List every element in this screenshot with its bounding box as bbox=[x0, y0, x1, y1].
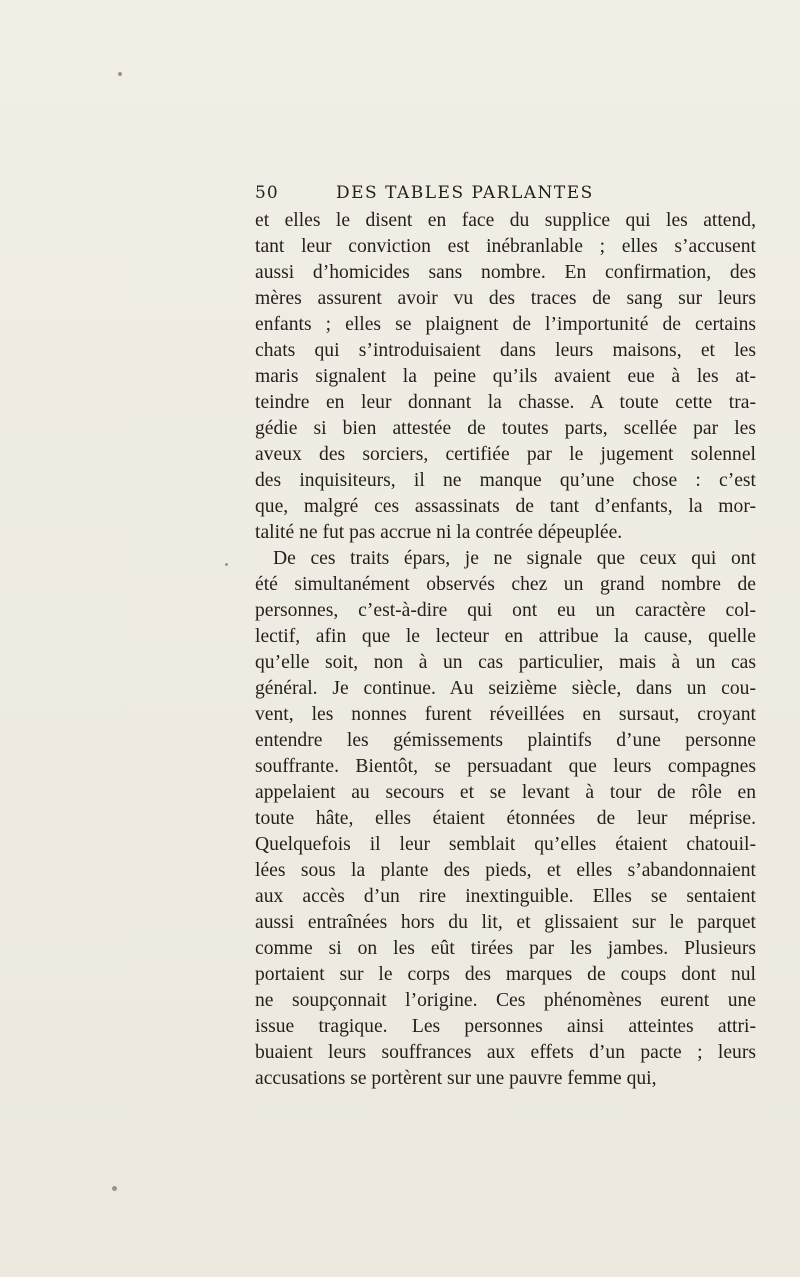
text-line: vent, les nonnes furent réveillées en sursaut, croyant bbox=[255, 704, 756, 725]
paper-speck bbox=[225, 563, 228, 566]
text-line: des inquisiteurs, il ne manque qu’une chose : c’est bbox=[255, 470, 756, 491]
text-line: maris signalent la peine qu’ils avaient eue à les at- bbox=[255, 366, 756, 387]
text-line: comme si on les eût tirées par les jambes. Plusieurs bbox=[255, 938, 756, 959]
page-number: 50 bbox=[255, 183, 279, 203]
text-line: ne soupçonnait l’origine. Ces phénomènes eurent une bbox=[255, 990, 756, 1011]
text-line: tant leur conviction est inébranlable ; elles s’accusent bbox=[255, 236, 756, 257]
body-text bbox=[255, 206, 756, 1089]
text-line: toute hâte, elles étaient étonnées de leur méprise. bbox=[255, 808, 756, 829]
text-line: aussi d’homicides sans nombre. En confirmation, des bbox=[255, 262, 756, 283]
text-line: aveux des sorciers, certifiée par le jugement solennel bbox=[255, 444, 756, 465]
text-line: que, malgré ces assassinats de tant d’enfants, la mor- bbox=[255, 496, 756, 517]
text-line: talité ne fut pas accrue ni la contrée dépeuplée. bbox=[255, 522, 623, 543]
text-line: gédie si bien attestée de toutes parts, scellée par les bbox=[255, 418, 756, 439]
text-line: été simultanément observés chez un grand nombre de bbox=[255, 574, 756, 595]
paper-speck bbox=[118, 72, 122, 76]
text-line: entendre les gémissements plaintifs d’une personne bbox=[255, 730, 756, 751]
text-line: lées sous la plante des pieds, et elles s’abandonnaient bbox=[255, 860, 756, 881]
running-title: DES TABLES PARLANTES bbox=[336, 183, 594, 203]
paper-speck bbox=[112, 1186, 117, 1191]
text-line: général. Je continue. Au seizième siècle, dans un cou- bbox=[255, 678, 756, 699]
text-line: issue tragique. Les personnes ainsi atteintes attri- bbox=[255, 1016, 756, 1037]
text-line: qu’elle soit, non à un cas particulier, mais à un cas bbox=[255, 652, 756, 673]
text-line: accusations se portèrent sur une pauvre femme qui, bbox=[255, 1068, 657, 1089]
text-line: appelaient au secours et se levant à tour de rôle en bbox=[255, 782, 756, 803]
text-line: portaient sur le corps des marques de coups dont nul bbox=[255, 964, 756, 985]
text-line: buaient leurs souffrances aux effets d’un pacte ; leurs bbox=[255, 1042, 756, 1063]
text-line: souffrante. Bientôt, se persuadant que leurs compagnes bbox=[255, 756, 756, 777]
text-line: personnes, c’est-à-dire qui ont eu un caractère col- bbox=[255, 600, 756, 621]
text-line: aussi entraînées hors du lit, et glissaient sur le parquet bbox=[255, 912, 756, 933]
text-line: mères assurent avoir vu des traces de sang sur leurs bbox=[255, 288, 756, 309]
text-line: Quelquefois il leur semblait qu’elles étaient chatouil- bbox=[255, 834, 756, 855]
text-line: lectif, afin que le lecteur en attribue la cause, quelle bbox=[255, 626, 756, 647]
text-line: teindre en leur donnant la chasse. A toute cette tra- bbox=[255, 392, 756, 413]
text-line: aux accès d’un rire inextinguible. Elles se sentaient bbox=[255, 886, 756, 907]
page-header bbox=[255, 183, 755, 207]
text-line: chats qui s’introduisaient dans leurs maisons, et les bbox=[255, 340, 756, 361]
text-line: De ces traits épars, je ne signale que ceux qui ont bbox=[273, 548, 756, 569]
text-line: enfants ; elles se plaignent de l’importunité de certains bbox=[255, 314, 756, 335]
text-line: et elles le disent en face du supplice qui les attend, bbox=[255, 210, 756, 231]
